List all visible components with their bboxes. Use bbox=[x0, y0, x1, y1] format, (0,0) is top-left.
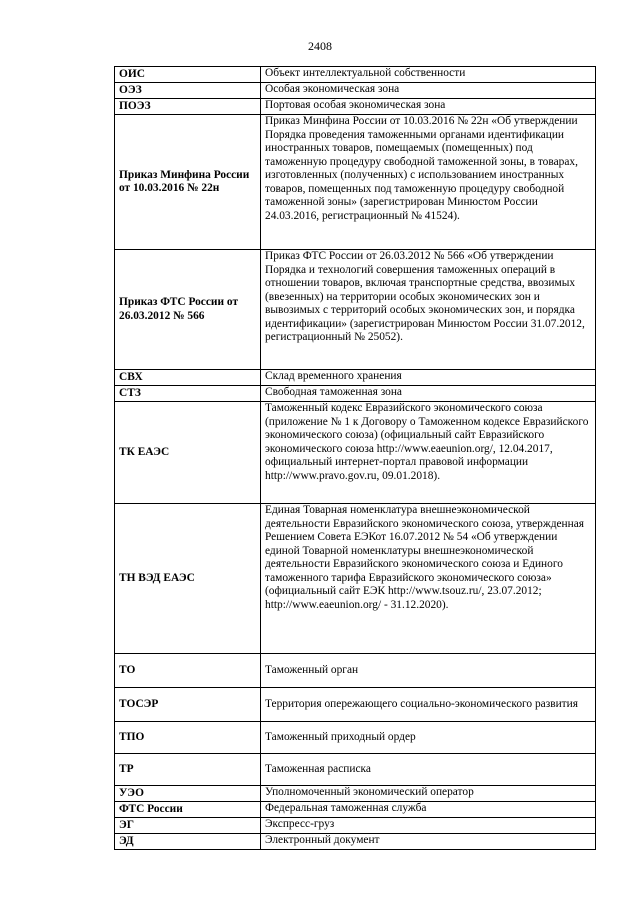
abbreviation-term: ТН ВЭД ЕАЭС bbox=[115, 504, 261, 654]
abbreviation-definition: Приказ ФТС России от 26.03.2012 № 566 «Об утверждении Порядка и технологий совершения таможенных операций в отношении товаров, включая транспортные средства, ввозимых (ввезенных) на территории особых экономических зон и вывозимых с территорий особых экономических зон, и порядка идентификации» (зарегистрирован Минюстом России 31.07.2012, регистрационный № 25052). bbox=[261, 250, 596, 370]
table-row bbox=[115, 83, 596, 99]
abbreviation-term: СТЗ bbox=[115, 386, 261, 402]
table-row bbox=[115, 504, 596, 654]
abbreviation-definition: Приказ Минфина России от 10.03.2016 № 22н «Об утверждении Порядка проведения таможенными органами идентификации иностранных товаров, помещаемых (помещенных) под таможенную процедуру свободной таможенной зоны, в товарах, изготовленных (полученных) с использованием иностранных товаров, помещенных под таможенную процедуру свободной таможенной зоны» (зарегистрирован Минюстом России 24.03.2016, регистрационный № 41524). bbox=[261, 115, 596, 250]
table-row bbox=[115, 99, 596, 115]
abbreviation-definition: Единая Товарная номенклатура внешнеэкономической деятельности Евразийского экономического союза, утвержденная Решением Совета ЕЭКот 16.07.2012 № 54 «Об утверждении единой Товарной номенклатуры внешнеэкономической деятельности Евразийского экономического союза и Единого таможенного тарифа Евразийского экономического союза» (официальный сайт ЕЭК http://www.tsouz.ru/, 23.07.2012; http://www.eaeunion.org/ - 31.12.2020). bbox=[261, 504, 596, 654]
abbreviation-definition: Таможенная расписка bbox=[261, 754, 596, 786]
table-row bbox=[115, 754, 596, 786]
abbreviations-table bbox=[114, 66, 596, 850]
abbreviation-term: ТОСЭР bbox=[115, 688, 261, 722]
abbreviation-definition: Уполномоченный экономический оператор bbox=[261, 786, 596, 802]
abbreviation-term: ПОЭЗ bbox=[115, 99, 261, 115]
abbreviation-term: ОИС bbox=[115, 67, 261, 83]
page-number: 2408 bbox=[308, 39, 332, 53]
table-row bbox=[115, 370, 596, 386]
table-row bbox=[115, 115, 596, 250]
table-row bbox=[115, 402, 596, 504]
abbreviation-term: ТО bbox=[115, 654, 261, 688]
table-row bbox=[115, 802, 596, 818]
abbreviation-definition: Таможенный орган bbox=[261, 654, 596, 688]
abbreviation-term: ТР bbox=[115, 754, 261, 786]
abbreviation-term: ТПО bbox=[115, 722, 261, 754]
abbreviation-term: Приказ ФТС России от 26.03.2012 № 566 bbox=[115, 250, 261, 370]
table-row bbox=[115, 67, 596, 83]
abbreviation-definition: Склад временного хранения bbox=[261, 370, 596, 386]
abbreviation-definition: Объект интеллектуальной собственности bbox=[261, 67, 596, 83]
abbreviation-definition: Таможенный приходный ордер bbox=[261, 722, 596, 754]
abbreviation-definition: Федеральная таможенная служба bbox=[261, 802, 596, 818]
table-row bbox=[115, 786, 596, 802]
abbreviation-term: ЭД bbox=[115, 834, 261, 850]
table-row bbox=[115, 654, 596, 688]
abbreviation-term: ЭГ bbox=[115, 818, 261, 834]
abbreviation-definition: Таможенный кодекс Евразийского экономического союза (приложение № 1 к Договору о Таможенном кодексе Евразийского экономического союза) (официальный сайт Евразийского экономического союза http://www.eaeunion.org/, 12.04.2017, официальный интернет-портал правовой информации http://www.pravo.gov.ru, 09.01.2018). bbox=[261, 402, 596, 504]
abbreviation-term: ОЭЗ bbox=[115, 83, 261, 99]
abbreviation-definition: Территория опережающего социально-экономического развития bbox=[261, 688, 596, 722]
abbreviation-definition: Особая экономическая зона bbox=[261, 83, 596, 99]
abbreviation-definition: Портовая особая экономическая зона bbox=[261, 99, 596, 115]
abbreviation-definition: Свободная таможенная зона bbox=[261, 386, 596, 402]
abbreviation-term: ТК ЕАЭС bbox=[115, 402, 261, 504]
table-row bbox=[115, 818, 596, 834]
table-row bbox=[115, 722, 596, 754]
abbreviation-term: СВХ bbox=[115, 370, 261, 386]
table-row bbox=[115, 386, 596, 402]
abbreviation-term: Приказ Минфина России от 10.03.2016 № 22н bbox=[115, 115, 261, 250]
abbreviation-term: УЭО bbox=[115, 786, 261, 802]
abbreviation-definition: Электронный документ bbox=[261, 834, 596, 850]
abbreviation-term: ФТС России bbox=[115, 802, 261, 818]
table-row bbox=[115, 250, 596, 370]
table-row bbox=[115, 688, 596, 722]
abbreviation-definition: Экспресс-груз bbox=[261, 818, 596, 834]
table-row bbox=[115, 834, 596, 850]
